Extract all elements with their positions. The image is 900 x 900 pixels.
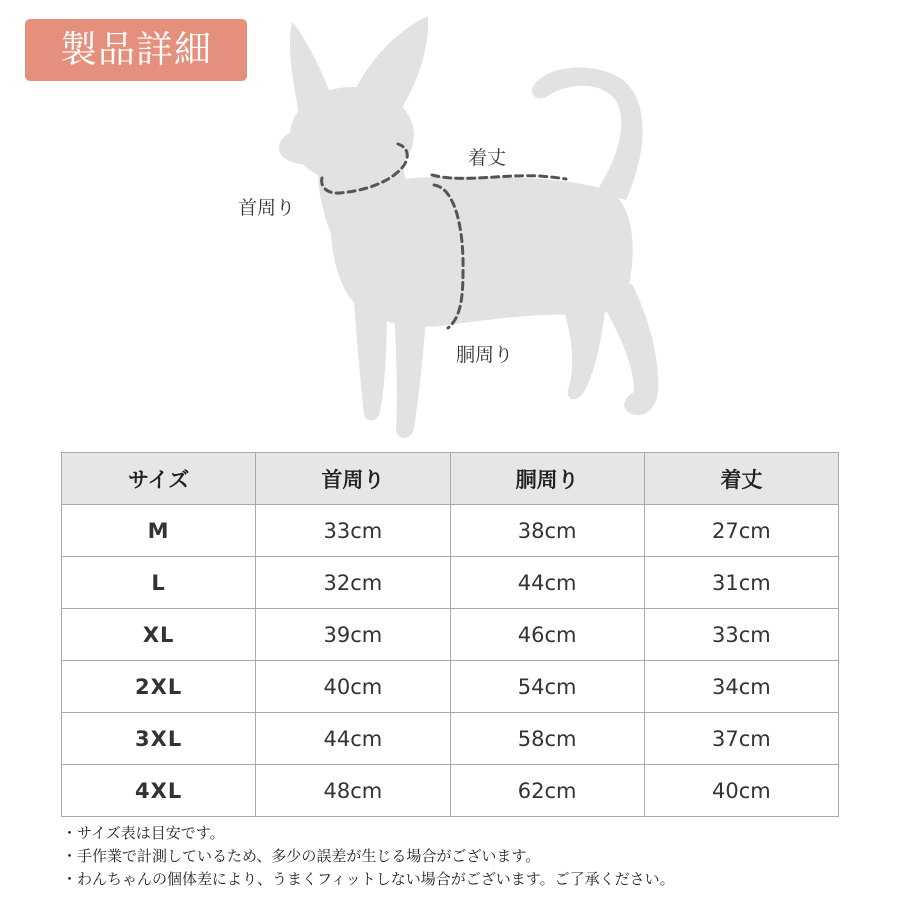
size-cell: XL [62,609,256,661]
size-cell: 2XL [62,661,256,713]
table-row [62,505,839,557]
length-cell: 27cm [644,505,838,557]
dog-silhouette-icon [279,16,658,438]
header-neck: 首周り [256,453,450,505]
note-item: ・手作業で計測しているため、多少の誤差が生じる場合がございます。 [62,847,541,865]
table-row [62,713,839,765]
chest-cell: 62cm [450,765,644,817]
page-title-badge: 製品詳細 [25,19,247,81]
table-row [62,765,839,817]
size-table [61,452,839,817]
table-header-row [62,453,839,505]
chest-cell: 38cm [450,505,644,557]
neck-cell: 39cm [256,609,450,661]
length-cell: 34cm [644,661,838,713]
length-cell: 37cm [644,713,838,765]
chest-cell: 58cm [450,713,644,765]
length-label: 着丈 [468,147,507,169]
size-cell: 4XL [62,765,256,817]
size-cell: L [62,557,256,609]
header-size: サイズ [62,453,256,505]
chest-cell: 44cm [450,557,644,609]
notes-list [62,822,675,891]
neck-cell: 33cm [256,505,450,557]
chest-cell: 46cm [450,609,644,661]
neck-label: 首周り [238,197,296,219]
length-cell: 31cm [644,557,838,609]
chest-label: 胴周り [456,344,514,366]
chest-cell: 54cm [450,661,644,713]
table-row [62,609,839,661]
header-chest: 胴周り [450,453,644,505]
neck-cell: 48cm [256,765,450,817]
table-row [62,661,839,713]
length-cell: 33cm [644,609,838,661]
note-item: ・わんちゃんの個体差により、うまくフィットしない場合がございます。ご了承ください。 [62,870,675,888]
neck-cell: 40cm [256,661,450,713]
note-item: ・サイズ表は目安です。 [62,824,225,842]
size-cell: M [62,505,256,557]
length-cell: 40cm [644,765,838,817]
table-row [62,557,839,609]
neck-cell: 44cm [256,713,450,765]
neck-cell: 32cm [256,557,450,609]
size-cell: 3XL [62,713,256,765]
header-length: 着丈 [644,453,838,505]
